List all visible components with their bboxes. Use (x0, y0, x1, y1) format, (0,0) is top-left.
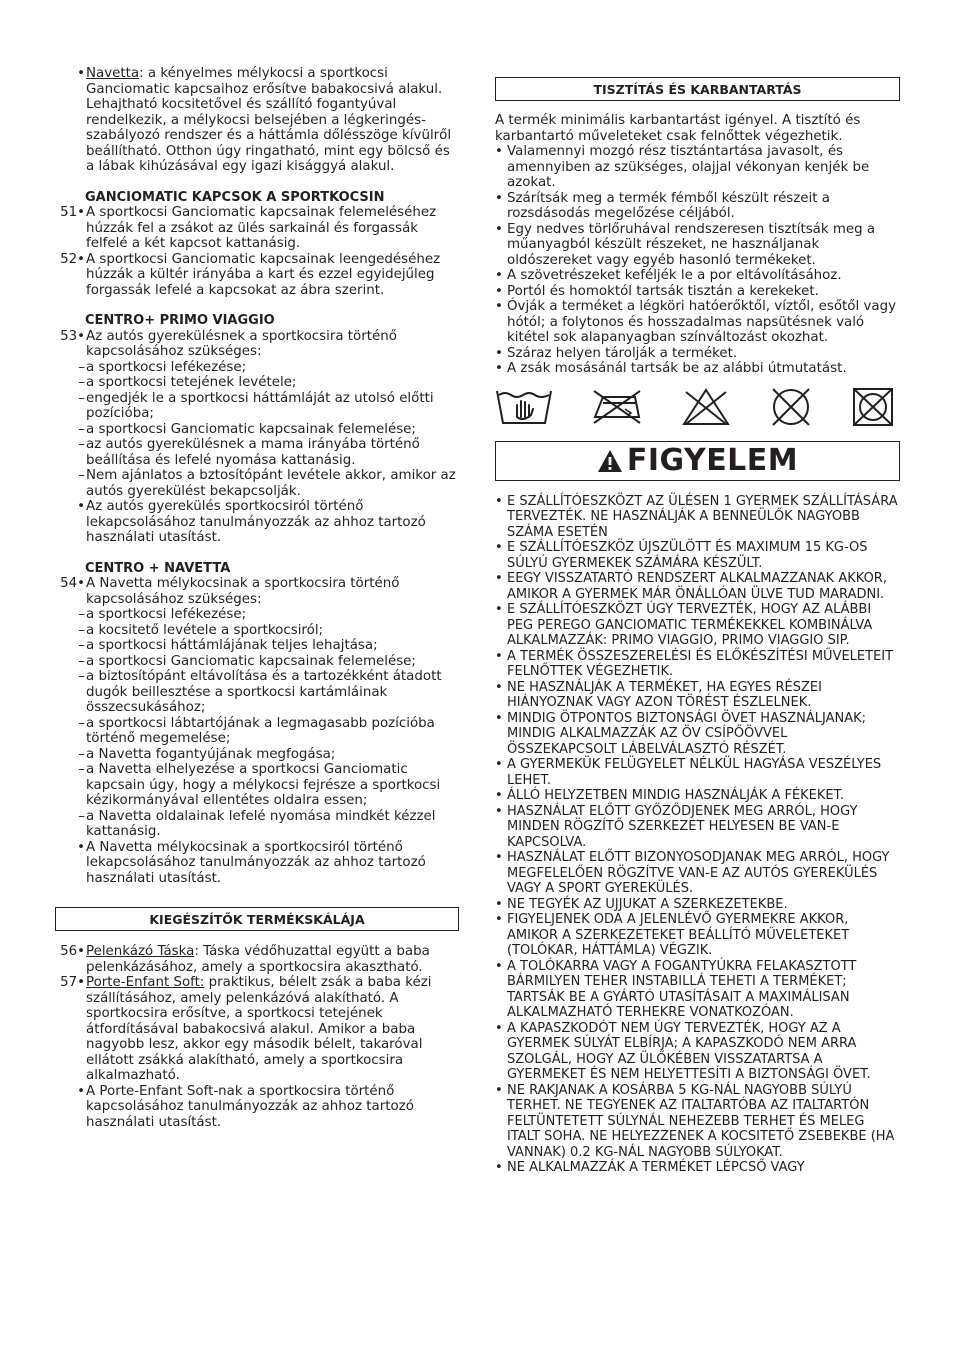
list-text: EEGY VISSZATARTÓ RENDSZERT ALKALMAZZANAK AKKOR, AMIKOR A GYERMEK MÁR ÖNÁLLÓAN ÜLVE TUD MARADNI. (507, 571, 887, 602)
list-marker: – (78, 653, 85, 669)
cleaning-intro: A termék minimális karbantartást igényel. A tisztító és karbantartó műveleteket csak felnőttek végezhetik. (495, 113, 861, 144)
list-item (55, 747, 459, 763)
warning-banner (495, 441, 900, 481)
list-item (55, 576, 459, 607)
list-marker: • (495, 850, 503, 865)
list-marker: • (77, 66, 85, 81)
list-marker: • (495, 283, 503, 299)
cleaning-section-title: TISZTÍTÁS ÉS KARBANTARTÁS (495, 77, 900, 101)
list-item (495, 346, 900, 362)
warning-list (495, 494, 900, 1176)
list-text: a Navetta fogantyújának megfogása; (86, 746, 336, 762)
list-text: a sportkocsi lefékezése; (86, 607, 247, 622)
list-text: A TERMÉK ÖSSZESZERELÉSI ÉS ELŐKÉSZÍTÉSI MŰVELETEIT FELNŐTTEK VÉGEZHETIK. (507, 648, 894, 679)
list-text: az autós gyerekülésnek a mama irányába történő beállítása és lefelé nyomása kattanásig. (86, 437, 420, 468)
list-marker: – (78, 715, 85, 731)
list-item (55, 809, 459, 840)
underlined-term: Navetta (86, 66, 140, 81)
list-text: Porte-Enfant Soft: praktikus, bélelt zsák a baba kézi szállításához, amely pelenkázóvá alakítható. A sportkocsira erősítve, a sportkocsi tetejének átfordításával babakocsivá alakul. Amikor a baba nagyobb lesz, akkor egy második bélelt, takaróval ellátott zsákká alakítható, amely a sportkocsira alkalmazható. (86, 975, 432, 1083)
warning-item (495, 1083, 900, 1161)
spacer (55, 546, 459, 561)
care-symbols (495, 387, 900, 427)
warning-item (495, 680, 900, 711)
warning-item (495, 959, 900, 1021)
list-text: A szövetrészeket keféljék le a por eltávolításához. (507, 268, 842, 283)
list-item (495, 144, 900, 191)
list-marker: • (495, 803, 503, 819)
warning-triangle-icon (597, 449, 623, 473)
section-heading: GANCIOMATIC KAPCSOK A SPORTKOCSIN (85, 189, 385, 205)
warning-item (495, 757, 900, 788)
warning-item (495, 711, 900, 758)
list-marker: • (495, 540, 503, 555)
list-marker: • (495, 144, 503, 159)
no-dry-clean-icon (768, 387, 814, 427)
warning-item (495, 494, 900, 541)
no-bleach-icon (681, 387, 731, 427)
list-marker: • (495, 602, 503, 617)
list-marker: 56• (60, 944, 85, 959)
list-marker: – (78, 390, 85, 406)
list-item (55, 468, 459, 499)
list-marker: • (495, 1020, 503, 1036)
warning-item (495, 897, 900, 913)
list-text: Egy nedves törlőruhával rendszeresen tisztítsák meg a műanyagból készült részeket, ne használjanak oldószereket vagy egyéb hasonló termékeket. (507, 221, 876, 268)
list-marker: • (495, 345, 503, 361)
list-text: HASZNÁLAT ELŐTT BIZONYOSODJANAK MEG ARRÓL, HOGY MEGFELELŐEN RÖGZÍTVE VAN-E AZ AUTÓS GYEREKÜLÉS VAGY A SPORT GYEREKÜLÉS. (507, 850, 890, 896)
list-item (55, 329, 459, 360)
list-text: Nem ajánlatos a bztosítópánt levétele akkor, amikor az autós gyerekülést bekapcsolják. (86, 468, 456, 499)
list-item (55, 623, 459, 639)
list-item (495, 299, 900, 346)
left-column (55, 66, 459, 1130)
list-marker: • (77, 499, 85, 514)
list-marker: – (78, 746, 85, 762)
list-marker: – (78, 375, 85, 390)
list-text: FIGYELJENEK ODA A JELENLÉVŐ GYERMEKRE AKKOR, AMIKOR A SZERKEZETEKET BEÁLLÍTÓ MŰVELETEKET (TOLÓKAR, HÁTTÁMLA) VÉGZIK. (507, 912, 850, 958)
list-text: A Navetta mélykocsinak a sportkocsiról történő lekapcsolásához tanulmányozzák az ahhoz tartozó használati utasítást. (86, 839, 426, 886)
list-text: NE TEGYÉK AZ UJJUKAT A SZERKEZETEKBE. (507, 896, 788, 912)
list-text: A sportkocsi Ganciomatic kapcsainak leengedéséhez húzzák a kültér irányába a kart és ezzel egyidejűleg forgassák lefelé a kapcsokat az ábra szerint. (86, 251, 441, 298)
warning-item (495, 804, 900, 851)
warning-item (495, 540, 900, 571)
warning-title: FIGYELEM (626, 442, 799, 478)
list-text: MINDIG ÖTPONTOS BIZTONSÁGI ÖVET HASZNÁLJANAK; MINDIG ALKALMAZZÁK AZ ÖV CSÍPŐÖVVEL ÖSSZEKAPCSOLT LÁBELVÁLASZTÓ RÉSZÉT. (507, 710, 866, 757)
assembly-sections (55, 175, 459, 887)
list-text: A KAPASZKODÓT NEM ÚGY TERVEZTÉK, HOGY AZ A GYERMEK SÚLYÁT ELBÍRJA; A KAPASZKODÓ NEM ARRA SZOLGÁL, HOGY AZ ÜLŐKÉBEN VISSZATARTSA A GYERMEKET ÉS NEM HELYETTESÍTI A BIZTONSÁGI ÖVET. (507, 1020, 871, 1082)
list-marker: 54• (60, 576, 85, 591)
underlined-term: Porte-Enfant Soft: (86, 975, 205, 990)
list-item (55, 205, 459, 252)
list-item (55, 499, 459, 546)
list-marker: – (78, 437, 85, 452)
list-item (55, 607, 459, 623)
list-item (55, 638, 459, 654)
list-marker: • (495, 221, 503, 237)
list-text: Óvják a terméket a légköri hatóerőktől, víztől, esőtől vagy hótól; a folytonos és hosszadalmas napsütésnek való kitétel sok alapanyagban színváltozást okozhat. (507, 299, 897, 345)
list-item (495, 361, 900, 377)
accessories-section-title: KIEGÉSZÍTŐK TERMÉKSKÁLÁJA (55, 907, 459, 931)
list-marker: • (495, 679, 503, 695)
list-text: a sportkocsi lábtartójának a legmagasabb pozícióba történő megemelése; (86, 715, 435, 746)
list-text: A Porte-Enfant Soft-nak a sportkocsira történő kapcsolásához tanulmányozzák az ahhoz tartozó használati utasítást. (86, 1083, 414, 1130)
list-marker: • (495, 493, 503, 509)
list-text: NE RAKJANAK A KOSÁRBA 5 KG-NÁL NAGYOBB SÚLYÚ TERHET. NE TEGYENEK AZ ITALTARTÓBA AZ ITALTARTÓN FELTÜNTETETT SÚLYNÁL NEHEZEBB TERHET ÉS MELEG ITALT SOHA. NE HELYEZZENEK A KOCSITETŐ ZSEBEKBE (HA VANNAK) 0.2 KG-NÁL NAGYOBB SÚLYOKAT. (507, 1082, 895, 1160)
list-text: NE HASZNÁLJÁK A TERMÉKET, HA EGYES RÉSZEI HIÁNYOZNAK VAGY AZON TÖRÉST ÉSZLELNEK. (507, 679, 822, 710)
list-item (55, 762, 459, 809)
list-text: Az autós gyerekülésnek a sportkocsira történő kapcsolásához szükséges: (86, 328, 397, 359)
list-text: a Navetta oldalainak lefelé nyomása mindkét kézzel kattanásig. (86, 808, 436, 839)
list-text: HASZNÁLAT ELŐTT GYŐZŐDJENEK MEG ARRÓL, HOGY MINDEN RÖGZÍTŐ SZERKEZET HELYESEN BE VAN-E KAPCSOLVA. (507, 803, 858, 850)
list-marker: • (495, 710, 503, 726)
warning-item (495, 850, 900, 897)
section-heading: CENTRO + NAVETTA (85, 560, 231, 576)
list-marker: • (495, 268, 503, 283)
list-text: Az autós gyerekülés sportkocsiról történő lekapcsolásához tanulmányozzák az ahhoz tartozó használati utasítást. (86, 499, 426, 545)
list-text: NE ALKALMAZZÁK A TERMÉKET LÉPCSŐ VAGY (507, 1160, 805, 1175)
intro-list (55, 66, 459, 175)
list-marker: – (78, 607, 85, 622)
list-marker: • (77, 1083, 85, 1099)
list-item (55, 975, 459, 1084)
warning-item (495, 1160, 900, 1176)
list-marker: • (495, 896, 503, 912)
list-text: Navetta: a kényelmes mélykocsi a sportkocsi Ganciomatic kapcsaihoz erősítve babakocsivá alakul. Lehajtható kocsitetővel és szállító fogantyúval rendelkezik, a mélykocsi belsejében a légkeringés-szabályozó rendszer és a háttámla dőlésszöge kívülről beállítható. Otthon úgy ringatható, mint egy bölcső és a lábak kihúzásával egy igazi kisággyá alakul. (86, 66, 452, 174)
list-item (55, 944, 459, 975)
list-marker: • (495, 757, 503, 772)
no-ironing-icon (591, 387, 643, 427)
list-item (55, 360, 459, 376)
list-marker: • (495, 299, 503, 314)
list-marker: 52• (60, 251, 85, 267)
section-heading: CENTRO+ PRIMO VIAGGIO (85, 313, 275, 328)
list-item (55, 840, 459, 887)
list-item (55, 422, 459, 438)
list-item (55, 391, 459, 422)
list-text: a Navetta elhelyezése a sportkocsi Ganciomatic kapcsain úgy, hogy a mélykocsi fejrésze a sportkocsi kézikormányával ellentétes oldalra essen; (86, 762, 441, 808)
list-text: Száraz helyen tárolják a terméket. (507, 345, 738, 361)
list-marker: – (78, 808, 85, 824)
right-column (495, 77, 900, 1176)
list-marker: 57• (60, 975, 85, 990)
list-text: Szárítsák meg a termék fémből készült részeit a rozsdásodás megelőzése céljából. (507, 190, 830, 221)
list-marker: – (78, 421, 85, 437)
spacer (55, 175, 459, 190)
list-marker: – (78, 622, 85, 638)
list-text: a sportkocsi háttámlájának teljes lehajtása; (86, 638, 378, 653)
list-text: Pelenkázó Táska: Táska védőhuzattal együtt a baba pelenkázásához, amely a sportkocsira akasztható. (86, 944, 430, 975)
list-text: A Navetta mélykocsinak a sportkocsira történő kapcsolásához szükséges: (86, 576, 400, 607)
list-item (55, 716, 459, 747)
list-marker: • (495, 788, 503, 803)
list-marker: • (495, 912, 503, 927)
underlined-term: Pelenkázó Táska (86, 944, 195, 959)
no-tumble-dry-icon (852, 387, 894, 427)
list-item (495, 284, 900, 300)
list-marker: – (78, 669, 85, 684)
list-marker: • (495, 1082, 503, 1098)
list-item (55, 66, 459, 175)
list-text: a kocsitető levétele a sportkocsiról; (86, 622, 324, 638)
list-marker: 51• (60, 205, 85, 220)
list-item (495, 191, 900, 222)
spacer (55, 298, 459, 313)
list-text: E SZÁLLÍTÓESZKÖZ ÚJSZÜLÖTT ÉS MAXIMUM 15 KG-OS SÚLYÚ GYERMEKEK SZÁMÁRA KÉSZÜLT. (507, 540, 868, 571)
list-item (55, 669, 459, 716)
list-item (55, 1084, 459, 1131)
list-item (495, 268, 900, 284)
list-marker: • (495, 1160, 503, 1175)
list-marker: – (78, 762, 85, 777)
list-text: a sportkocsi lefékezése; (86, 359, 247, 375)
list-text: A sportkocsi Ganciomatic kapcsainak felemeléséhez húzzák fel a zsákot az ülés sarkainál és forgassák felfelé a két kapcsot kattanásig. (86, 205, 437, 251)
list-marker: • (495, 361, 503, 376)
list-marker: • (495, 571, 503, 586)
list-text: a biztosítópánt eltávolítása és a tartozékként átadott dugók beillesztése a sportkocsi kartámláinak összecsukásához; (86, 669, 442, 715)
list-marker: • (495, 958, 503, 974)
list-text: engedjék le a sportkocsi háttámláját az utolsó előtti pozícióba; (86, 390, 434, 421)
list-marker: 53• (60, 328, 85, 344)
list-marker: – (78, 468, 85, 483)
list-text: E SZÁLLÍTÓESZKÖZT AZ ÜLÉSEN 1 GYERMEK SZÁLLÍTÁSÁRA TERVEZTÉK. NE HASZNÁLJÁK A BENNEÜLŐK NAGYOBB SZÁMA ESETÉN (507, 493, 898, 540)
accessories-list (55, 944, 459, 1130)
warning-item (495, 649, 900, 680)
list-text: A TOLÓKARRA VAGY A FOGANTYÚKRA FELAKASZTOTT BÁRMILYEN TEHER INSTABILLÁ TEHETI A TERMÉKET; TARTSÁK BE A GYÁRTÓ UTASÍTÁSAIT A MAXIMÁLISAN ALKALMAZHATÓ TERHEKRE VONATKOZÓAN. (507, 958, 857, 1020)
list-text: A zsák mosásánál tartsák be az alábbi útmutatást. (507, 361, 847, 376)
list-text: a sportkocsi Ganciomatic kapcsainak felemelése; (86, 421, 416, 437)
list-item (55, 654, 459, 670)
list-text: A GYERMEKÜK FELÜGYELET NÉLKÜL HAGYÁSA VESZÉLYES LEHET. (507, 757, 882, 788)
warning-item (495, 912, 900, 959)
list-item (55, 375, 459, 391)
list-item (55, 252, 459, 299)
warning-item (495, 1021, 900, 1083)
warning-item (495, 788, 900, 804)
list-text: a sportkocsi tetejének levétele; (86, 375, 297, 390)
list-item (495, 222, 900, 269)
warning-item (495, 571, 900, 602)
list-marker: – (78, 638, 85, 653)
list-text: a sportkocsi Ganciomatic kapcsainak felemelése; (86, 653, 416, 669)
list-marker: • (77, 839, 85, 855)
hand-wash-icon (495, 387, 553, 427)
list-text: Portól és homoktól tartsák tisztán a kerekeket. (507, 283, 819, 299)
cleaning-list (495, 144, 900, 377)
list-text: ÁLLÓ HELYZETBEN MINDIG HASZNÁLJÁK A FÉKEKET. (507, 788, 845, 803)
list-text: E SZÁLLÍTÓESZKÖZT ÚGY TERVEZTÉK, HOGY AZ ALÁBBI PEG PEREGO GANCIOMATIC TERMÉKEKKEL KOMBINÁLVA ALKALMAZZÁK: PRIMO VIAGGIO, PRIMO VIAGGIO SIP. (507, 602, 873, 648)
warning-item (495, 602, 900, 649)
list-marker: – (78, 359, 85, 375)
list-item (55, 437, 459, 468)
list-text: Valamennyi mozgó rész tisztántartása javasolt, és amennyiben az szükséges, olajjal vékonyan kenjék be azokat. (507, 144, 870, 190)
list-marker: • (495, 648, 503, 664)
list-marker: • (495, 190, 503, 206)
